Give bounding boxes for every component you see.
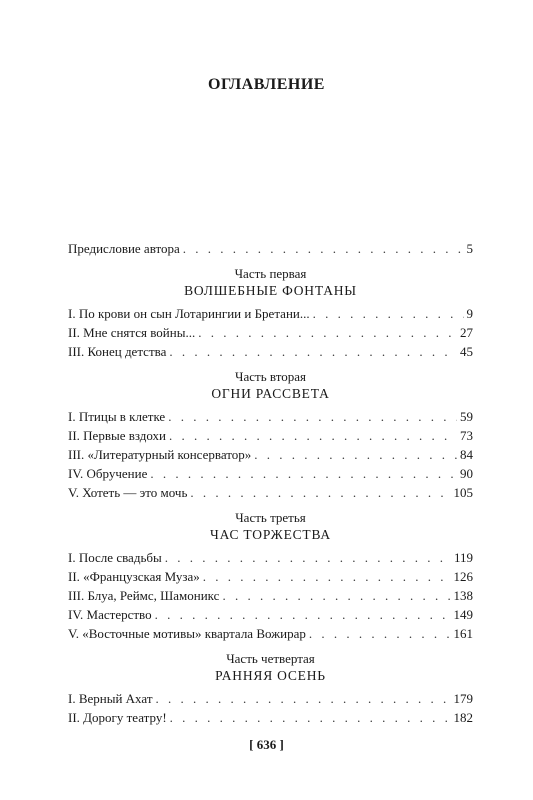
toc-entry[interactable] — [68, 407, 473, 426]
toc-entry-title: II. Первые вздохи — [68, 428, 166, 443]
part-label: Часть третья — [235, 510, 306, 525]
toc-entry-page: 149 — [453, 607, 473, 622]
toc-entry[interactable] — [68, 605, 473, 624]
toc-entry-page: 27 — [460, 325, 473, 340]
toc-entry-title: Предисловие автора — [68, 241, 180, 256]
dot-leader — [190, 483, 450, 502]
toc-entry-page: 9 — [466, 306, 473, 321]
part-name: ВОЛШЕБНЫЕ ФОНТАНЫ — [184, 283, 357, 298]
toc-entry[interactable] — [68, 483, 473, 502]
part-label: Часть четвертая — [226, 651, 315, 666]
toc-entry[interactable] — [68, 464, 473, 483]
toc-entry-page: 84 — [460, 447, 473, 462]
toc-entry-page: 90 — [460, 466, 473, 481]
toc-entry-title: III. «Литературный консерватор» — [68, 447, 252, 462]
dot-leader — [222, 586, 450, 605]
dot-leader — [183, 239, 464, 258]
toc-entry[interactable] — [68, 342, 473, 361]
toc-entry-page: 126 — [453, 569, 473, 584]
dot-leader — [309, 624, 451, 643]
toc-entry[interactable] — [68, 304, 473, 323]
toc-entry-page: 5 — [466, 241, 473, 256]
toc-entry[interactable] — [68, 323, 473, 342]
toc-entry-title: III. Конец детства — [68, 344, 167, 359]
toc-entry[interactable] — [68, 624, 473, 643]
dot-leader — [169, 342, 457, 361]
toc-entry-title: I. После свадьбы — [68, 550, 162, 565]
toc-entry-title: I. Птицы в клетке — [68, 409, 166, 424]
toc-entry-preface[interactable] — [68, 239, 473, 258]
dot-leader — [155, 605, 451, 624]
toc-entry-title: III. Блуа, Реймс, Шамоникс — [68, 588, 220, 603]
toc-entry-title: I. Верный Ахат — [68, 691, 153, 706]
toc-entry[interactable] — [68, 586, 473, 605]
part-name: ОГНИ РАССВЕТА — [211, 386, 330, 401]
toc-part — [68, 369, 473, 502]
part-label: Часть вторая — [235, 369, 306, 384]
toc-part — [68, 651, 473, 727]
dot-leader — [169, 426, 457, 445]
dot-leader — [156, 689, 451, 708]
dot-leader — [198, 323, 457, 342]
dot-leader — [254, 445, 457, 464]
table-of-contents — [68, 239, 473, 727]
toc-entry[interactable] — [68, 567, 473, 586]
part-name: ЧАС ТОРЖЕСТВА — [210, 527, 331, 542]
toc-entry-page: 138 — [453, 588, 473, 603]
toc-entry-page: 73 — [460, 428, 473, 443]
toc-entry-title: IV. Обручение — [68, 466, 148, 481]
dot-leader — [168, 407, 457, 426]
toc-entry-page: 105 — [453, 485, 473, 500]
part-label: Часть первая — [234, 266, 307, 281]
toc-entry-page: 59 — [460, 409, 473, 424]
toc-entry-page: 119 — [453, 550, 473, 565]
toc-part — [68, 266, 473, 361]
dot-leader — [203, 567, 451, 586]
toc-entry-title: I. По крови он сын Лотарингии и Бретани... — [68, 306, 310, 321]
toc-entry-title: II. Мне снятся войны... — [68, 325, 196, 340]
toc-entry-title: V. Хотеть — это мочь — [68, 485, 188, 500]
dot-leader — [150, 464, 457, 483]
part-name: РАННЯЯ ОСЕНЬ — [215, 668, 326, 683]
toc-part — [68, 510, 473, 643]
toc-entry-page: 179 — [453, 691, 473, 706]
page-number: [ 636 ] — [249, 737, 284, 752]
toc-entry[interactable] — [68, 689, 473, 708]
toc-entry[interactable] — [68, 445, 473, 464]
toc-entry-page: 45 — [460, 344, 473, 359]
toc-entry[interactable] — [68, 708, 473, 727]
toc-entry-title: II. Дорогу театру! — [68, 710, 167, 725]
toc-entry[interactable] — [68, 426, 473, 445]
toc-entry-page: 161 — [453, 626, 473, 641]
toc-entry[interactable] — [68, 548, 473, 567]
page-title: ОГЛАВЛЕНИЕ — [208, 76, 325, 93]
toc-entry-page: 182 — [453, 710, 473, 725]
toc-entry-title: II. «Французская Муза» — [68, 569, 200, 584]
dot-leader — [313, 304, 464, 323]
toc-entry-title: V. «Восточные мотивы» квартала Вожирар — [68, 626, 306, 641]
toc-entry-title: IV. Мастерство — [68, 607, 152, 622]
dot-leader — [165, 548, 451, 567]
dot-leader — [170, 708, 451, 727]
